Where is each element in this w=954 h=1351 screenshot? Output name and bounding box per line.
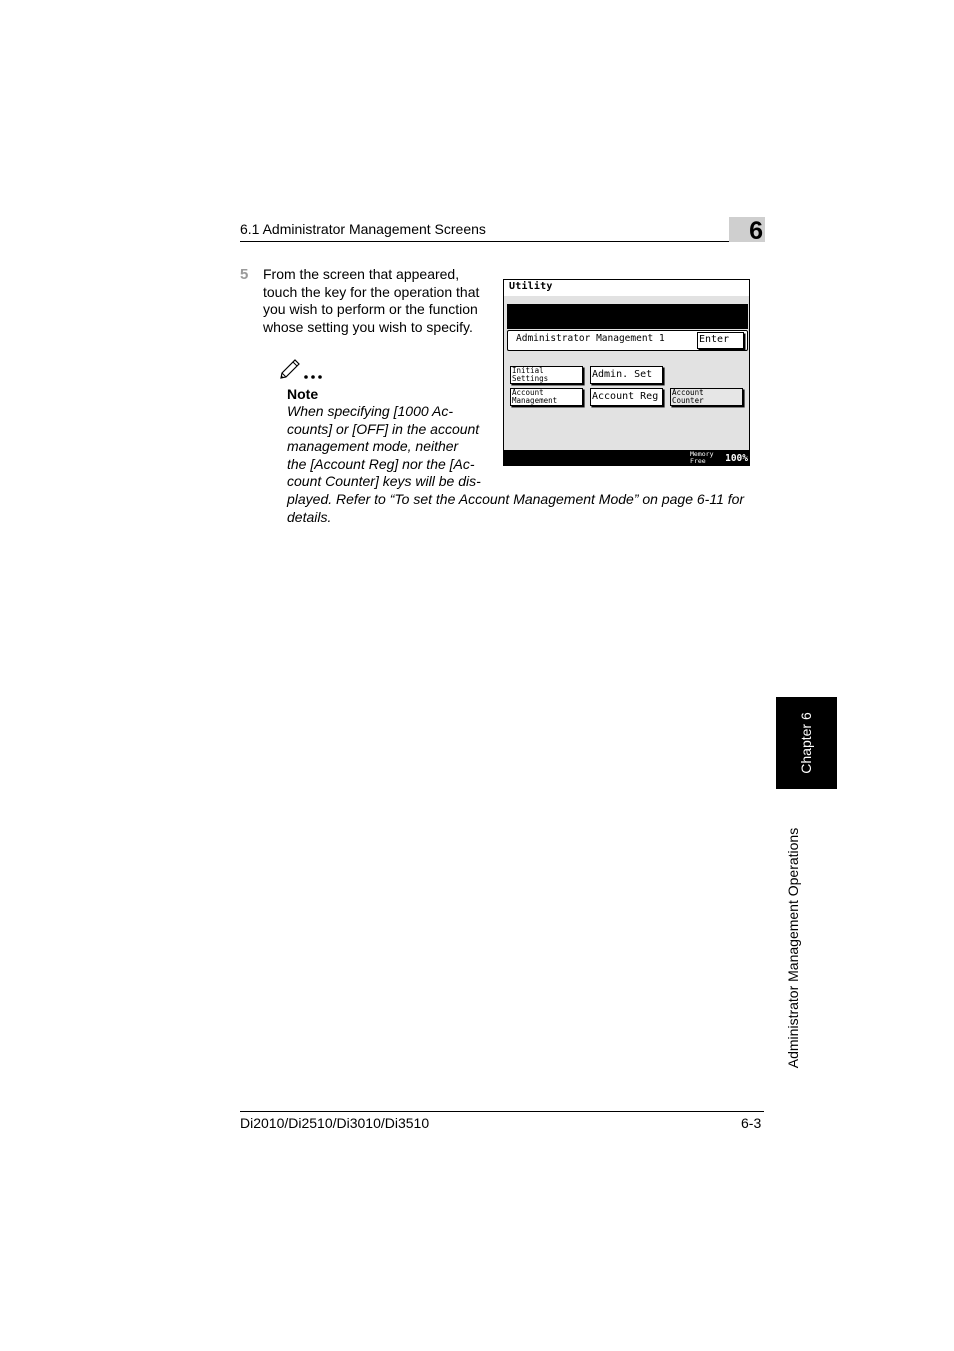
account-reg-key[interactable]: Account Reg — [590, 388, 663, 406]
note-label: Note — [287, 386, 319, 402]
footer-rule — [240, 1111, 764, 1112]
account-counter-key[interactable] — [670, 388, 743, 406]
key-label-line: Management — [512, 395, 558, 405]
memory-free-value: 100% — [725, 453, 748, 464]
key-label-line: Initial — [512, 366, 544, 375]
memory-free-label — [690, 451, 713, 464]
key-label-line: Settings — [512, 373, 549, 383]
page-number: 6-3 — [741, 1115, 762, 1131]
utility-screen-illustration — [503, 279, 750, 466]
key-label-line: Account — [512, 388, 544, 397]
initial-settings-key[interactable] — [510, 366, 583, 384]
footer-model-names: Di2010/Di2510/Di3010/Di3510 — [240, 1115, 430, 1131]
note-line: count Counter] keys will be dis- — [287, 473, 481, 490]
panel-title: Utility — [509, 281, 553, 292]
note-line: the [Account Reg] nor the [Ac- — [287, 455, 475, 472]
note-line: counts] or [OFF] in the account — [287, 420, 480, 437]
account-management-key[interactable] — [510, 388, 583, 406]
step-instruction: From the screen that appeared, touch the key for the operation that you wish to perform or the function whose setting you wish to specify. — [263, 266, 480, 336]
memory-label-line: Memory — [690, 450, 714, 458]
note-line: When specifying [1000 Ac- — [287, 403, 454, 419]
admin-management-label: Administrator Management 1 — [516, 333, 665, 344]
panel-message-area — [507, 304, 748, 329]
side-section-label: Administrator Management Operations — [785, 827, 801, 1069]
step-number: 5 — [240, 266, 249, 283]
section-title: 6.1 Administrator Management Screens — [240, 221, 486, 237]
memory-label-line: Free — [690, 456, 706, 465]
admin-set-key[interactable]: Admin. Set — [590, 366, 663, 384]
enter-button[interactable]: Enter — [697, 332, 744, 349]
key-label-line: Account — [672, 388, 704, 397]
note-line: played. Refer to “To set the Account Management Mode” on page 6-11 for — [287, 491, 745, 507]
pencil-note-icon — [278, 356, 326, 382]
note-line: details. — [287, 508, 332, 525]
key-label-line: Counter — [672, 395, 704, 405]
header-rule — [240, 241, 764, 242]
note-line: management mode, neither — [287, 438, 459, 455]
side-tab-chapter-label: Chapter 6 — [798, 712, 814, 774]
chapter-number-badge: 6 — [729, 217, 765, 242]
